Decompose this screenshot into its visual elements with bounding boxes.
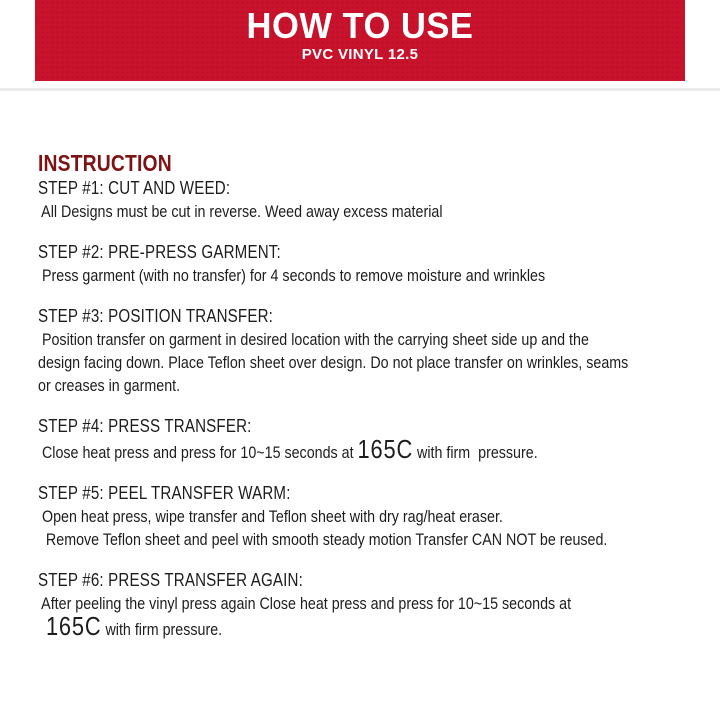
step-line: 165C with firm pressure. — [45, 611, 223, 641]
step-line: Close heat press and press for 10~15 seconds at 165C with firm pressure. — [38, 434, 538, 464]
banner-shadow-band — [0, 88, 720, 91]
step-block — [38, 569, 702, 641]
step-line: Press garment (with no transfer) for 4 seconds to remove moisture and wrinkles — [38, 266, 546, 285]
step-line: design facing down. Place Teflon sheet over design. Do not place transfer on wrinkles, seams — [38, 353, 629, 372]
temperature-value: 165C — [357, 434, 414, 464]
step-block — [38, 415, 702, 464]
step-heading: STEP #2: PRE-PRESS GARMENT: — [38, 242, 281, 262]
temperature-value: 165C — [45, 611, 102, 641]
step-block — [38, 305, 702, 397]
step-heading: STEP #1: CUT AND WEED: — [38, 178, 231, 198]
page-subtitle: PVC VINYL 12.5 — [301, 46, 419, 63]
step-line: After peeling the vinyl press again Close heat press and press for 10~15 seconds at — [38, 594, 572, 613]
step-line: Remove Teflon sheet and peel with smooth steady motion Transfer CAN NOT be reused. — [38, 530, 608, 549]
step-heading: STEP #3: POSITION TRANSFER: — [38, 306, 274, 326]
instruction-heading: INSTRUCTION — [38, 150, 172, 176]
step-block — [38, 482, 702, 551]
steps-list — [38, 177, 702, 641]
step-heading: STEP #5: PEEL TRANSFER WARM: — [38, 483, 291, 503]
step-line: Position transfer on garment in desired location with the carrying sheet side up and the — [38, 330, 589, 349]
step-line: or creases in garment. — [38, 376, 181, 395]
step-line: Open heat press, wipe transfer and Teflon sheet with dry rag/heat eraser. — [38, 507, 503, 526]
step-line: All Designs must be cut in reverse. Weed away excess material — [38, 202, 443, 221]
header-banner — [35, 0, 685, 81]
step-heading: STEP #6: PRESS TRANSFER AGAIN: — [38, 570, 303, 590]
step-block — [38, 177, 702, 223]
page-title: HOW TO USE — [246, 5, 474, 46]
instruction-body — [38, 150, 702, 659]
step-block — [38, 241, 702, 287]
step-heading: STEP #4: PRESS TRANSFER: — [38, 416, 252, 436]
